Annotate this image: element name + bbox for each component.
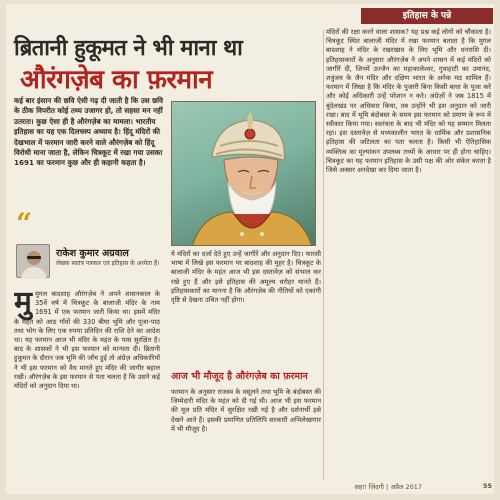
issue-month: अप्रैल 2017 bbox=[390, 483, 422, 491]
footer-magazine: अहा! ज़िंदगी | अप्रैल 2017 bbox=[353, 483, 422, 491]
avatar-icon bbox=[17, 245, 51, 279]
author-byline bbox=[16, 244, 166, 286]
quote-mark-icon: “ bbox=[16, 207, 33, 240]
column-divider bbox=[323, 30, 324, 480]
headline-line-2: औरंगज़ेब का फ़रमान bbox=[20, 65, 213, 95]
body-column-right: मंदिरों की रक्षा करने वाला शासक? यह प्रश्न कई लोगों को चौंकाता है। चित्रकूट स्थित बालाजी मंदिर में रखा फरमान बताता है कि मुगल बादशाह ने मंदिर के रखरखाव के लिए भूमि और धनराशि दी। इतिहासकारों के अनुसार औरंगज़ेब ने अपने शासन में कई मंदिरों को जागीरें दीं, जिनमें उज्जैन का महाकालेश्वर, गुवाहाटी का उमानंद, शत्रुंजय के जैन मंदिर और दक्षिण भारत के अनेक मठ शामिल हैं। फरमान में लिखा है कि मंदिर के पुजारी बिना किसी बाधा के पूजा करें और कोई अधिकारी उन्हें परेशान न करे। अंग्रेज़ों ने जब 1815 में बुंदेलखंड पर अधिकार किया, तब उन्होंने भी इस अनुदान को जारी रखा। बाद में भूमि बंदोबस्त के समय इस फरमान को प्रमाण के रूप में स्वीकार किया गया। स्वतंत्रता के बाद भी मंदिर को यह सम्मान मिलता रहा। इस दस्तावेज़ से मध्यकालीन भारत के धार्मिक और प्रशासनिक इतिहास की जटिलता का पता चलता है। किसी भी ऐतिहासिक व्यक्तित्व का मूल्यांकन उपलब्ध तथ्यों के आधार पर ही होना चाहिए। चित्रकूट का यह फरमान इतिहास के उसी पक्ष की ओर संकेत करता है जिसे अक्सर अनदेखा कर दिया जाता है। bbox=[326, 28, 491, 175]
headline-line-1: ब्रितानी हुकूमत ने भी माना था bbox=[14, 35, 243, 61]
page-number: 55 bbox=[482, 482, 492, 490]
section-tag: इतिहास के पन्ने bbox=[361, 8, 493, 24]
intro-paragraph: कई बार इंसान की छवि ऐसी गढ़ दी जाती है कि उस छवि के ठीक विपरीत कोई तथ्य उजागर हो, तो सहसा मन नहीं उतरता। कुछ ऐसा ही है औरंगज़ेब का मामला। भारतीय इतिहास का यह एक दिलचस्प अध्याय है। हिंदू मंदिरों की देखभाल में फरमान जारी करने वाले औरंगज़ेब को हिंदू विरोधी माना जाता है, लेकिन चित्रकूट में रखा गया उसका 1691 का फरमान कुछ और ही कहानी कहता है। bbox=[14, 96, 164, 168]
magazine-page bbox=[6, 4, 494, 494]
body-column-left bbox=[14, 290, 160, 478]
magazine-name: अहा! ज़िंदगी bbox=[353, 483, 384, 491]
author-name: राकेश कुमार अग्रवाल bbox=[56, 248, 129, 259]
portrait-illustration bbox=[172, 102, 316, 246]
aurangzeb-portrait bbox=[171, 101, 316, 246]
page-footer bbox=[14, 482, 492, 492]
subheading: आज भी मौजूद है औरंगज़ेब का फ़रमान bbox=[171, 371, 308, 382]
author-avatar bbox=[16, 244, 50, 278]
body-column-middle-bottom: फरमान के अनुसार राजस्व के वसूलने तथा भूमि के बंदोबस्त की जिम्मेदारी मंदिर के महंत को दी गई थी। आज भी इस फरमान की मूल प्रति मंदिर में सुरक्षित रखी गई है और दर्शनार्थी इसे देखने आते हैं। इसकी प्रमाणित प्रतिलिपि सरकारी अभिलेखागार में भी मौजूद है। bbox=[171, 388, 321, 433]
body-column-middle-top: ये मंदिरों का दर्जा देते हुए उन्हें जागीरें और अनुदान दिए। फारसी भाषा में लिखे इस फरमान पर बादशाह की मुहर है। चित्रकूट के बालाजी मंदिर के महंत आज भी इस दस्तावेज़ को संभाल कर रखे हुए हैं और इसे इतिहास की अमूल्य धरोहर मानते हैं। इतिहासकारों का मानना है कि औरंगज़ेब की नीतियों को एकांगी दृष्टि से देखना उचित नहीं होगा। bbox=[171, 250, 321, 305]
dropcap: मु bbox=[14, 290, 32, 320]
body-left-text: मुगल बादशाह औरंगज़ेब ने अपने शासनकाल के 35वें वर्ष में चित्रकूट के बालाजी मंदिर के नाम 1691 में एक फरमान जारी किया था। इसमें मंदिर के महंत को आठ गाँवों की 330 बीघा भूमि और पूजा-पाठ तथा भोग के लिए एक रुपया प्रतिदिन की राशि देने का आदेश था। यह फरमान आज भी मंदिर के महंत के पास सुरक्षित है। बाद के शासकों ने भी इस फरमान को मान्यता दी। ब्रितानी हुकूमत के दौरान जब भूमि की जाँच हुई तो अंग्रेज़ अधिकारियों ने भी इस फरमान को वैध मानते हुए मंदिर की जागीर बहाल रखी। औरंगज़ेब के इस फरमान से पता चलता है कि उसने कई मंदिरों को अनुदान दिया था। bbox=[14, 290, 160, 391]
author-bio: लेखक स्वतंत्र पत्रकार एवं इतिहास के अध्येता हैं। bbox=[56, 260, 160, 267]
